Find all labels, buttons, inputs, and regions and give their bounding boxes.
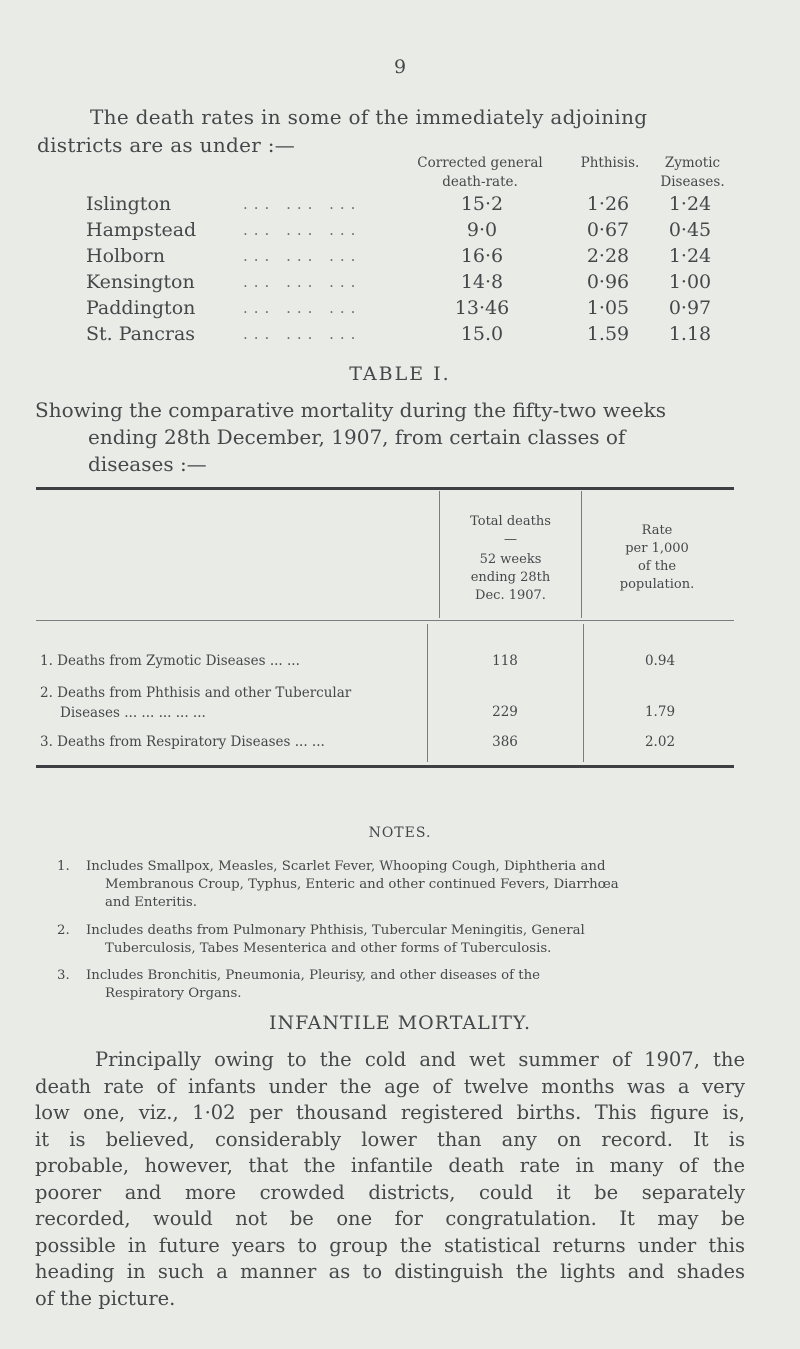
- district-name: Holborn: [86, 245, 166, 267]
- zymotic-rate: 1·00: [668, 271, 712, 293]
- row-label-line-1: 2. Deaths from Phthisis and other Tubercular: [40, 685, 352, 701]
- leader-dots: ... ... ...: [243, 221, 362, 239]
- table-caption: [35, 397, 745, 478]
- paragraph-line: heading in such a manner as to distinguish the lights and shades: [35, 1260, 745, 1283]
- infantile-paragraph: [35, 1047, 745, 1312]
- leader-dots: ... ... ...: [243, 195, 362, 213]
- paragraph-line: it is believed, considerably lower than any on record. It is: [35, 1127, 745, 1151]
- corrected-rate: 9·0: [466, 219, 498, 241]
- district-name: St. Pancras: [86, 323, 196, 345]
- note-line-2: Respiratory Organs.: [105, 986, 242, 1001]
- corrected-rate: 16·6: [460, 245, 504, 267]
- corrected-rate: 15.0: [460, 323, 504, 345]
- note-line-1: Includes deaths from Pulmonary Phthisis, Tubercular Meningitis, General: [86, 923, 585, 938]
- header-total-l4: Dec. 1907.: [475, 588, 546, 603]
- paragraph-line: recorded, would not be one for congratulation. It may be: [35, 1207, 745, 1230]
- note-line-2: Membranous Croup, Typhus, Enteric and other continued Fevers, Diarrhœa: [105, 877, 619, 892]
- caption-line-1: Showing the comparative mortality during the fifty-two weeks: [35, 398, 667, 422]
- header-rate-l2: per 1,000: [625, 541, 689, 556]
- notes-title: NOTES.: [368, 825, 432, 841]
- intro-paragraph: [37, 103, 740, 159]
- header-zymotic: [645, 154, 740, 192]
- phthisis-rate: 1·26: [586, 193, 630, 215]
- note-line-1: Includes Bronchitis, Pneumonia, Pleurisy, and other diseases of the: [86, 968, 541, 983]
- paragraph-line: probable, however, that the infantile death rate in many of the: [35, 1154, 745, 1177]
- phthisis-rate: 2·28: [586, 245, 630, 267]
- phthisis-rate: 1·05: [586, 297, 630, 319]
- district-name: Hampstead: [86, 219, 197, 241]
- table-column-divider: [583, 624, 584, 762]
- district-row: [0, 271, 800, 297]
- row-label-line-1: 3. Deaths from Respiratory Diseases ... ...: [40, 734, 325, 750]
- zymotic-rate: 0·45: [668, 219, 712, 241]
- caption-line-3: diseases :—: [88, 452, 207, 476]
- table-row-label: [40, 651, 430, 671]
- zymotic-rate: 1·24: [668, 245, 712, 267]
- header-phthisis: Phthisis.: [580, 155, 640, 171]
- rate-value: 1.79: [644, 704, 676, 720]
- leader-dots: ... ... ...: [243, 247, 362, 265]
- note-line-3: and Enteritis.: [105, 895, 197, 910]
- rate-value: 2.02: [644, 734, 676, 750]
- phthisis-rate: 0·67: [586, 219, 630, 241]
- page-number: 9: [393, 56, 407, 78]
- district-row: [0, 193, 800, 219]
- header-total-l2: 52 weeks: [479, 552, 542, 567]
- note-line-2: Tuberculosis, Tabes Mesenterica and other forms of Tuberculosis.: [105, 941, 552, 956]
- total-deaths-value: 229: [492, 704, 518, 720]
- paragraph-line: Principally owing to the cold and wet summer of 1907, the: [95, 1048, 745, 1071]
- header-corrected-l2: death-rate.: [442, 174, 518, 190]
- zymotic-rate: 1.18: [668, 323, 712, 345]
- leader-dots: ... ... ...: [243, 273, 362, 291]
- row-label-line-1: 1. Deaths from Zymotic Diseases ... ...: [40, 653, 300, 669]
- header-total-l3: ending 28th: [470, 570, 551, 585]
- district-row: [0, 245, 800, 271]
- header-zymotic-l1: Zymotic: [664, 155, 721, 171]
- corrected-rate: 15·2: [460, 193, 504, 215]
- header-total-dash: —: [504, 532, 517, 547]
- district-name: Paddington: [86, 297, 196, 319]
- rate-value: 0.94: [644, 653, 676, 669]
- total-deaths-value: 118: [492, 653, 518, 669]
- leader-dots: ... ... ...: [243, 299, 362, 317]
- note-number: 2.: [57, 923, 70, 938]
- table-top-rule: [36, 487, 734, 490]
- district-name: Islington: [86, 193, 172, 215]
- table-row-label: [40, 732, 430, 752]
- district-row: [0, 297, 800, 323]
- phthisis-rate: 0·96: [586, 271, 630, 293]
- leader-dots: ... ... ...: [243, 325, 362, 343]
- paragraph-line: death rate of infants under the age of twelve months was a very: [35, 1074, 745, 1098]
- district-name: Kensington: [86, 271, 195, 293]
- district-row: [0, 219, 800, 245]
- table-bottom-rule: [36, 765, 734, 768]
- header-rate: [582, 522, 732, 594]
- zymotic-rate: 0·97: [668, 297, 712, 319]
- caption-line-2: ending 28th December, 1907, from certain classes of: [88, 425, 626, 449]
- row-label-line-2: Diseases ... ... ... ... ...: [60, 705, 206, 721]
- note-item: [57, 922, 743, 958]
- corrected-rate: 13·46: [454, 297, 510, 319]
- header-total-deaths: [440, 513, 581, 605]
- total-deaths-value: 386: [492, 734, 518, 750]
- table-title: TABLE I.: [349, 363, 451, 385]
- phthisis-rate: 1.59: [586, 323, 630, 345]
- district-row: [0, 323, 800, 349]
- intro-line-2: districts are as under :—: [37, 133, 296, 157]
- header-rate-l1: Rate: [641, 523, 673, 538]
- paragraph-line: of the picture.: [35, 1286, 176, 1310]
- table-header-rule: [36, 620, 734, 621]
- note-item: [57, 967, 743, 1003]
- paragraph-line: possible in future years to group the statistical returns under this: [35, 1233, 745, 1257]
- header-rate-l3: of the: [637, 559, 677, 574]
- note-item: [57, 858, 743, 912]
- header-zymotic-l2: Diseases.: [660, 174, 725, 190]
- header-corrected-death-rate: [385, 154, 575, 192]
- paragraph-line: poorer and more crowded districts, could it be separately: [35, 1180, 745, 1204]
- paragraph-line: low one, viz., 1·02 per thousand registered births. This figure is,: [35, 1101, 745, 1124]
- header-rate-l4: population.: [619, 577, 695, 592]
- note-number: 3.: [57, 968, 70, 983]
- corrected-rate: 14·8: [460, 271, 504, 293]
- section-title: INFANTILE MORTALITY.: [269, 1012, 531, 1034]
- note-line-1: Includes Smallpox, Measles, Scarlet Fever, Whooping Cough, Diphtheria and: [86, 859, 606, 874]
- zymotic-rate: 1·24: [668, 193, 712, 215]
- header-total-l1: Total deaths: [470, 514, 551, 529]
- intro-line-1: The death rates in some of the immediately adjoining: [90, 105, 648, 129]
- table-row-label: [40, 683, 430, 723]
- note-number: 1.: [57, 859, 70, 874]
- header-corrected-l1: Corrected general: [417, 155, 543, 171]
